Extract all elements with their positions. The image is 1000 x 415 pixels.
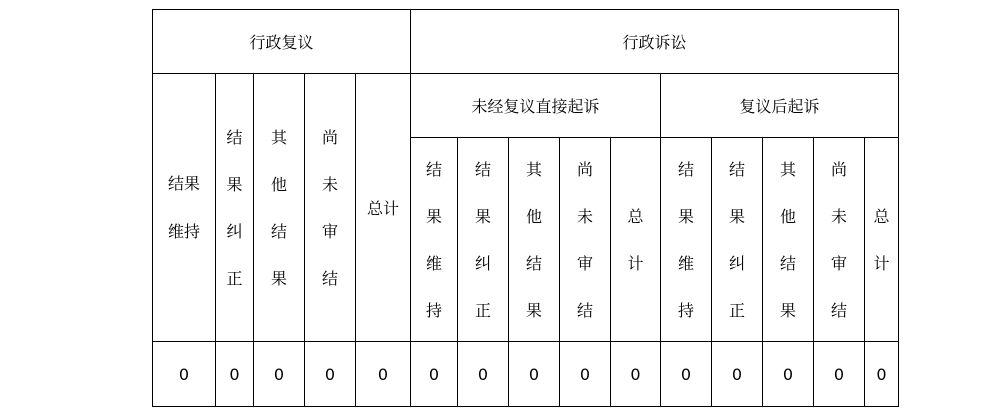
value-cell: 0 [509,342,560,407]
col-review-maintain: 结果维持 [153,74,216,342]
value-cell: 0 [661,342,712,407]
header-admin-review: 行政复议 [153,10,411,74]
col-review-total: 总计 [356,74,411,342]
col-after-total: 总计 [865,138,899,342]
value-cell: 0 [814,342,865,407]
col-direct-other: 其他结果 [509,138,560,342]
col-review-correct: 结果纠正 [216,74,254,342]
header-after-review-suit: 复议后起诉 [661,74,899,138]
col-after-correct: 结果纠正 [712,138,763,342]
col-after-maintain: 结果维持 [661,138,712,342]
value-cell: 0 [560,342,611,407]
value-cell: 0 [611,342,661,407]
value-cell: 0 [411,342,458,407]
col-after-pending: 尚未审结 [814,138,865,342]
col-direct-total: 总计 [611,138,661,342]
value-cell: 0 [254,342,305,407]
value-cell: 0 [865,342,899,407]
header-admin-litigation: 行政诉讼 [411,10,899,74]
value-cell: 0 [216,342,254,407]
value-cell: 0 [356,342,411,407]
col-direct-maintain: 结果维持 [411,138,458,342]
col-direct-pending: 尚未审结 [560,138,611,342]
value-cell: 0 [763,342,814,407]
admin-review-litigation-table [152,9,899,407]
value-cell: 0 [458,342,509,407]
col-after-other: 其他结果 [763,138,814,342]
value-cell: 0 [153,342,216,407]
col-review-pending: 尚未审结 [305,74,356,342]
value-cell: 0 [712,342,763,407]
value-cell: 0 [305,342,356,407]
col-review-other: 其他结果 [254,74,305,342]
col-direct-correct: 结果纠正 [458,138,509,342]
header-direct-suit: 未经复议直接起诉 [411,74,661,138]
